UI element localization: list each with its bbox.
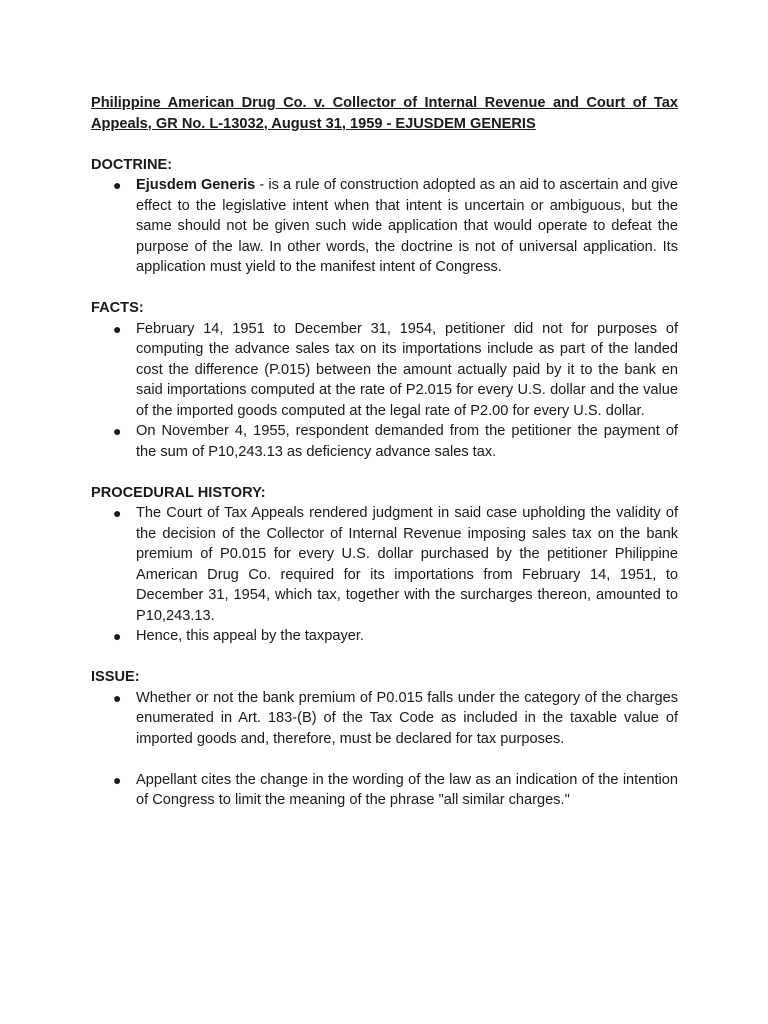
doctrine-list — [91, 175, 678, 278]
issue-section — [91, 667, 678, 811]
bullet-icon: ● — [113, 628, 122, 644]
procedural-history-section — [91, 483, 678, 647]
issue-heading: ISSUE: — [91, 669, 140, 685]
facts-item-text: February 14, 1951 to December 31, 1954, petitioner did not for purposes of computing the advance sales tax on its importations include as part of the landed cost the difference (P.015) between the amount actually paid by it to the bank en said importations computed at the rate of P2.015 for every U.S. dollar and the value of the imported goods computed at the legal rate of P2.00 for every U.S. dollar. — [136, 320, 678, 419]
bullet-icon: ● — [113, 177, 122, 193]
doctrine-heading: DOCTRINE: — [91, 156, 173, 173]
procedural-history-list — [91, 503, 678, 647]
bullet-icon: ● — [113, 505, 122, 521]
facts-section — [91, 298, 678, 462]
paragraph-spacer — [91, 749, 678, 770]
doctrine-term: Ejusdem Generis — [136, 177, 256, 193]
facts-list — [91, 319, 678, 463]
issue-item — [91, 770, 678, 811]
facts-heading: FACTS: — [91, 300, 144, 316]
procedural-history-item — [91, 626, 678, 647]
procedural-history-item-text: Hence, this appeal by the taxpayer. — [136, 628, 364, 644]
bullet-icon: ● — [113, 320, 122, 337]
issue-list — [91, 688, 678, 750]
facts-item — [91, 421, 678, 462]
facts-item — [91, 319, 678, 422]
bullet-icon: ● — [113, 689, 122, 706]
doctrine-item — [91, 175, 678, 278]
case-title: Philippine American Drug Co. v. Collector of Internal Revenue and Court of Tax Appeals, GR No. L-13032, August 31, 1959 - EJUSDEM GENERIS — [91, 95, 678, 132]
doctrine-text: - is a rule of construction adopted as an aid to ascertain and give effect to the legislative intent when that intent is uncertain or ambiguous, but the same should not be given such wide application that would operate to defeat the purpose of the law. In other words, the doctrine is not of universal application. Its application must yield to the manifest intent of Congress. — [136, 177, 678, 275]
issue-item — [91, 688, 678, 750]
issue-list-continued — [91, 770, 678, 811]
document-page — [91, 93, 678, 811]
procedural-history-heading: PROCEDURAL HISTORY: — [91, 484, 266, 501]
doctrine-section — [91, 155, 678, 278]
facts-item-text: On November 4, 1955, respondent demanded from the petitioner the payment of the sum of P10,243.13 as deficiency advance sales tax. — [136, 423, 678, 460]
procedural-history-item — [91, 503, 678, 626]
procedural-history-item-text: The Court of Tax Appeals rendered judgment in said case upholding the validity of the decision of the Collector of Internal Revenue imposing sales tax on the bank premium of P0.015 for every U.S. dollar purchased by the petitioner Philippine American Drug Co. required for its importations from February 14, 1951, to December 31, 1954, which tax, together with the surcharges thereon, amounted to P10,243.13. — [136, 505, 678, 624]
issue-item-text: Whether or not the bank premium of P0.015 falls under the category of the charges enumerated in Art. 183-(B) of the Tax Code as included in the taxable value of imported goods and, therefore, must be declared for tax purposes. — [136, 689, 678, 747]
bullet-icon: ● — [113, 423, 122, 439]
bullet-icon: ● — [113, 771, 122, 788]
issue-item-text: Appellant cites the change in the wording of the law as an indication of the intention of Congress to limit the meaning of the phrase "all similar charges." — [136, 771, 678, 808]
